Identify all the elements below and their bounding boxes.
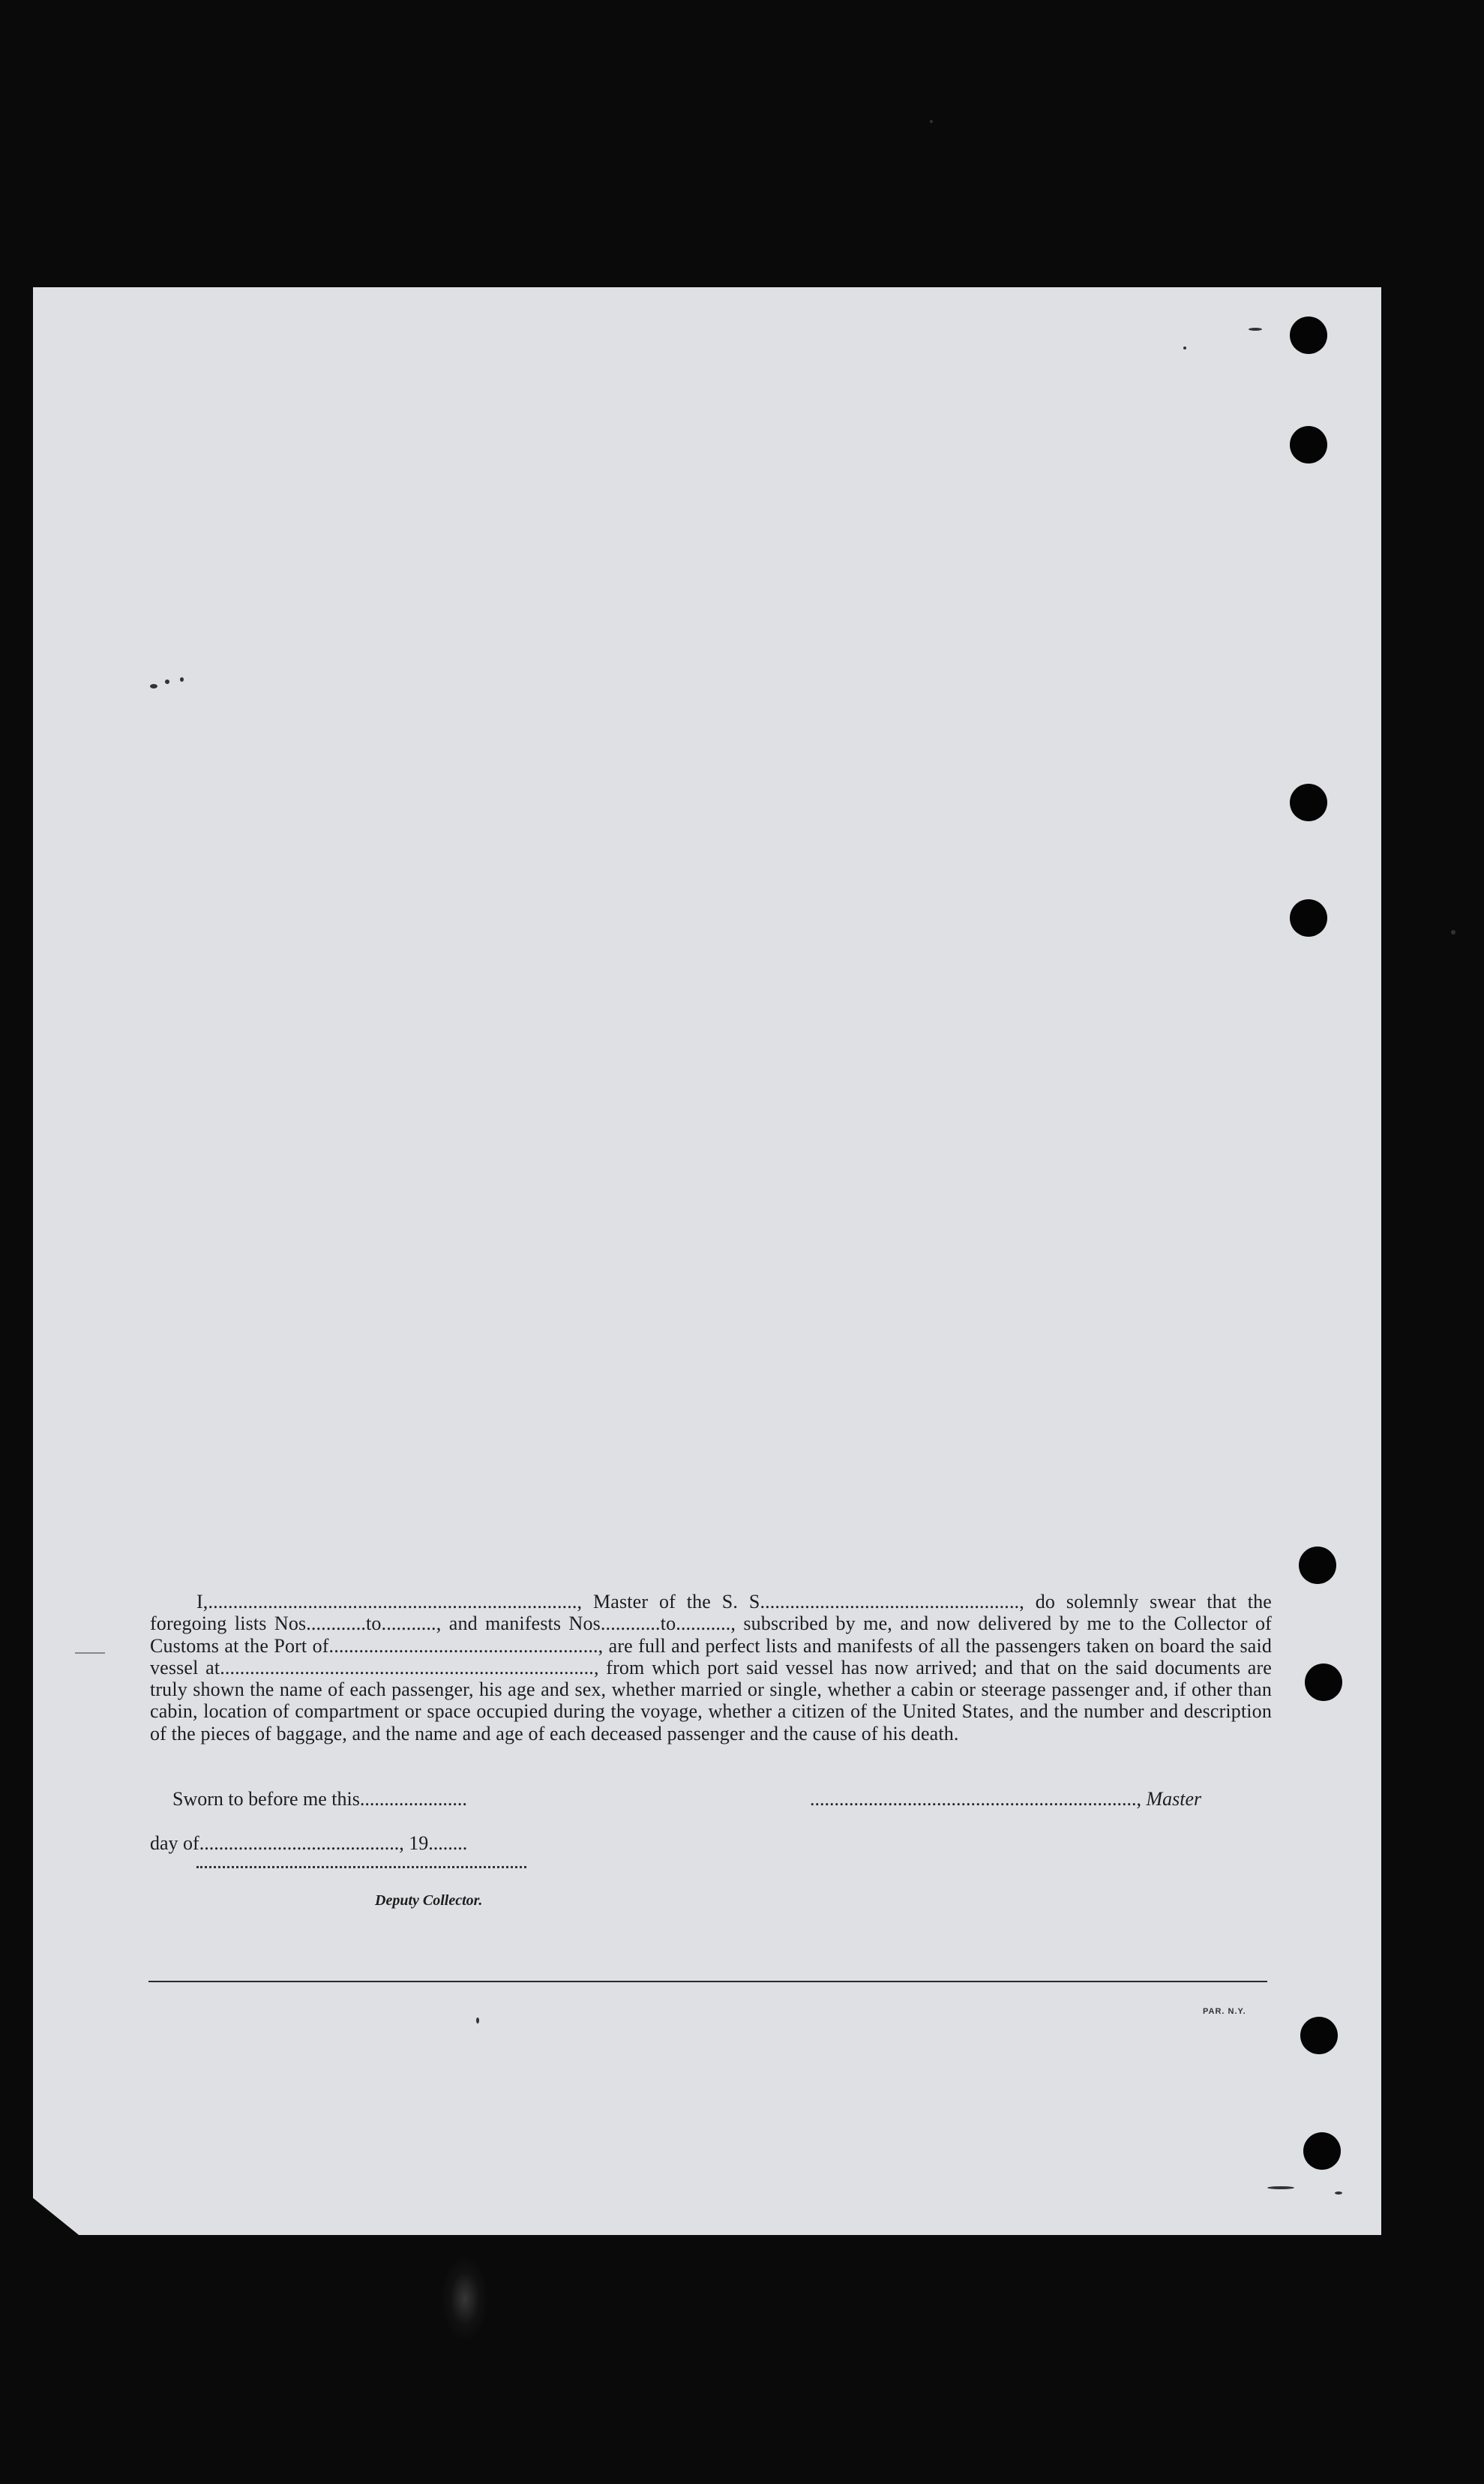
master-signature-line	[810, 1788, 1201, 1810]
scan-speck	[930, 120, 933, 123]
punch-hole	[1290, 784, 1327, 821]
deputy-signature-line	[196, 1866, 526, 1868]
manifest-page	[33, 287, 1381, 2235]
deputy-collector-label: Deputy Collector.	[375, 1892, 483, 1909]
punch-hole	[1290, 316, 1327, 354]
printer-mark: PAR. N.Y.	[1203, 2007, 1246, 2016]
scan-artifact	[442, 2258, 487, 2340]
punch-hole	[1290, 426, 1327, 464]
footer-rule	[148, 1981, 1267, 1982]
oath-paragraph	[150, 1591, 1272, 1744]
scan-speck	[1249, 328, 1262, 331]
punch-hole	[1290, 899, 1327, 937]
margin-mark	[75, 1652, 105, 1654]
oath-text: I,.........................................................................., Master of the S. S...................................................., do solemnly swear that the foregoing lists Nos............to..........., and manifests Nos............to..........., subscribed by me, and now delivered by me to the Collector of Customs at the Port of......................................................, are full and perfect lists and manifests of all the passengers taken on board the said vessel at..........................................................................., from which port said vessel has now arrived; and that on the said documents are truly shown the name of each passenger, his age and sex, whether married or single, whether a cabin or steerage passenger and, if other than cabin, location of compartment or space occupied during the voyage, whether a citizen of the United States, and the number and description of the pieces of baggage, and the name and age of each deceased passenger and the cause of his death.	[150, 1591, 1272, 1744]
punch-hole	[1303, 2132, 1341, 2170]
sworn-line: Sworn to before me this......................	[172, 1788, 467, 1810]
scan-speck	[165, 680, 169, 684]
punch-hole	[1300, 2017, 1338, 2054]
day-of-line: day of........................................., 19........	[150, 1832, 468, 1854]
master-label: Master	[1146, 1788, 1202, 1810]
punch-hole	[1299, 1546, 1336, 1584]
punch-hole	[1305, 1664, 1342, 1701]
master-signature-dots: ...................................................................,	[810, 1788, 1147, 1810]
scan-speck	[150, 684, 157, 688]
scan-speck	[1267, 2186, 1294, 2189]
scan-speck	[180, 677, 184, 682]
scan-speck	[1451, 930, 1456, 934]
scan-speck	[1335, 2192, 1342, 2194]
scan-speck	[476, 2018, 479, 2024]
scan-speck	[1183, 346, 1186, 350]
